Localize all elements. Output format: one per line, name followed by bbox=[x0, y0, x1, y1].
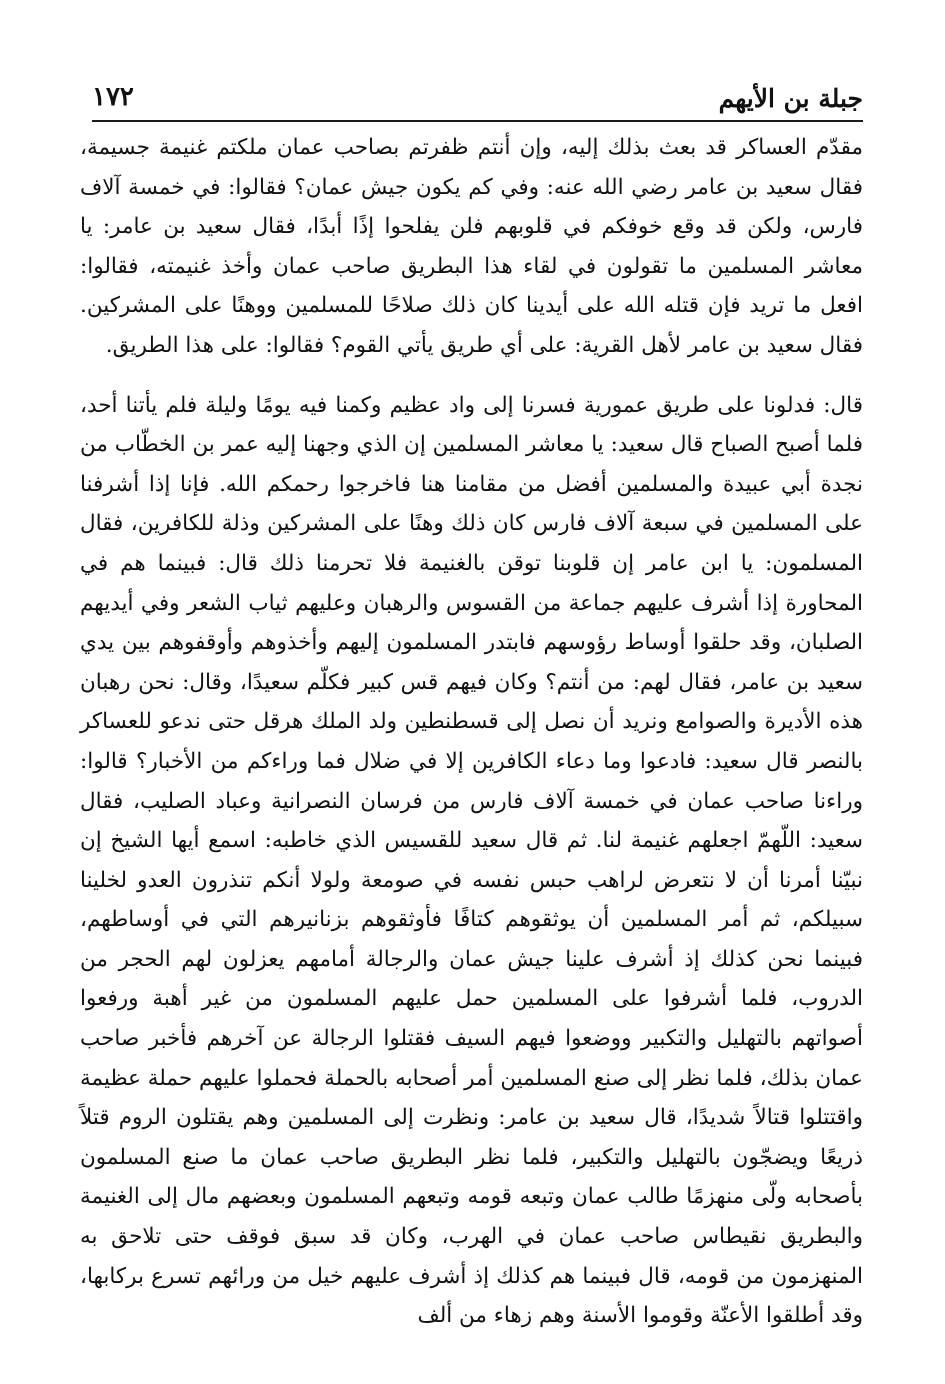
paragraph-1: مقدّم العساكر قد بعث بذلك إليه، وإن أنتم ظفرتم بصاحب عمان ملكتم غنيمة جسيمة، فقال سعيد بن عامر رضي الله عنه: وفي كم يكون جيش عمان؟ فقالوا: في خمسة آلاف فارس، ولكن قد وقع خوفكم في قلوبهم فلن يفلحوا إذًا أبدًا، فقال سعيد بن عامر: يا معاشر المسلمين ما تقولون في لقاء هذا البطريق صاحب عمان وأخذ غنيمته، فقالوا: افعل ما تريد فإن قتله الله على أيدينا كان ذلك صلاحًا للمسلمين ووهنًا على المشركين. فقال سعيد بن عامر لأهل القرية: على أي طريق يأتي القوم؟ فقالوا: على هذا الطريق. bbox=[80, 135, 863, 358]
running-header bbox=[92, 78, 863, 122]
running-title: جبلة بن الأيهم bbox=[718, 84, 863, 113]
page-number: ١٧٢ bbox=[92, 82, 134, 112]
header-divider bbox=[92, 120, 863, 122]
body-text bbox=[80, 128, 863, 1336]
paragraph-2: قال: فدلونا على طريق عمورية فسرنا إلى واد عظيم وكمنا فيه يومًا وليلة فلم يأتنا أحد، فلما أصبح الصباح قال سعيد: يا معاشر المسلمين إن الذي وجهنا إليه عمر بن الخطّاب من نجدة أبي عبيدة والمسلمين أفضل من مقامنا هنا فاخرجوا رحمكم الله. فإنا إذا أشرفنا على المسلمين في سبعة آلاف فارس كان ذلك وهنًا على المشركين وذلة للكافرين، فقال المسلمون: يا ابن عامر إن قلوبنا توقن بالغنيمة فلا تحرمنا ذلك قال: فبينما هم في المحاورة إذا أشرف عليهم جماعة من القسوس والرهبان وعليهم ثياب الشعر وفي أيديهم الصلبان، وقد حلقوا أوساط رؤوسهم فابتدر المسلمون إليهم وأخذوهم وأوقفوهم بين يدي سعيد بن عامر، فقال لهم: من أنتم؟ وكان فيهم قس كبير فكلّم سعيدًا، وقال: نحن رهبان هذه الأديرة والصوامع ونريد أن نصل إلى قسطنطين ولد الملك هرقل حتى ندعو للعساكر بالنصر قال سعيد: فادعوا وما دعاء الكافرين إلا في ضلال فما وراءكم من الأخبار؟ قالوا: وراءنا صاحب عمان في خمسة آلاف فارس من فرسان النصرانية وعباد الصليب، فقال سعيد: اللّهمّ اجعلهم غنيمة لنا. ثم قال سعيد للقسيس الذي خاطبه: اسمع أيها الشيخ إن نبيّنا أمرنا أن لا نتعرض لراهب حبس نفسه في صومعة ولولا أنكم تنذرون العدو لخلينا سبيلكم، ثم أمر المسلمين أن يوثقوهم كتافًا فأوثقوهم بزنانيرهم التي في أوساطهم، فبينما نحن كذلك إذ أشرف علينا جيش عمان والرجالة أمامهم يعزلون لهم الحجر من الدروب، فلما أشرفوا على المسلمين حمل عليهم المسلمون من غير أهبة ورفعوا أصواتهم بالتهليل والتكبير ووضعوا فيهم السيف فقتلوا الرجالة عن آخرهم فأخبر صاحب عمان بذلك، فلما نظر إلى صنع المسلمين أمر أصحابه بالحملة فحملوا عليهم حملة عظيمة واقتتلوا قتالاً شديدًا، قال سعيد بن عامر: ونظرت إلى المسلمين وهم يقتلون الروم قتلاً ذريعًا ويضجّون بالتهليل والتكبير، فلما نظر البطريق صاحب عمان ما صنع المسلمون بأصحابه ولّى منهزمًا طالب عمان وتبعه قومه وتبعهم المسلمون وبعضهم مال إلى الغنيمة والبطريق نقيطاس صاحب عمان في الهرب، وكان قد سبق فوقف حتى تلاحق به المنهزمون من قومه، قال فبينما هم كذلك إذ أشرف عليهم خيل من ورائهم تسرع بركابها، وقد أطلقوا الأعنّة وقوموا الأسنة وهم زهاء من ألف bbox=[80, 392, 863, 1329]
